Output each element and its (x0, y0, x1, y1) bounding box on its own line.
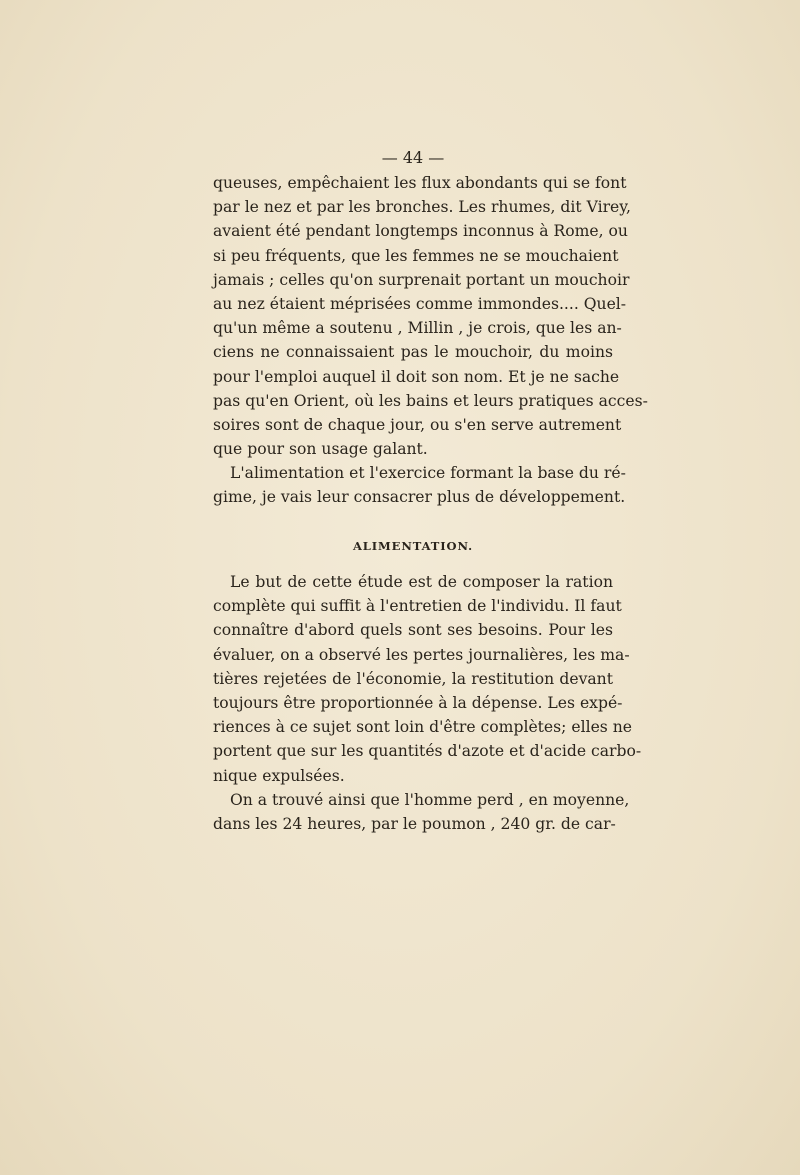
page-number: — 44 — (381, 148, 445, 167)
text-line: pas qu'en Orient, où les bains et leurs pratiques acces- (213, 391, 648, 410)
text-line: tières rejetées de l'économie, la restitution devant (213, 669, 613, 688)
text-line: que pour son usage galant. (213, 440, 428, 459)
text-line: portent que sur les quantités d'azote et d'acide carbo- (213, 742, 642, 761)
text-line: Le but de cette étude est de composer la ration (230, 573, 613, 591)
paragraph-3 (213, 570, 642, 788)
text-line: connaître d'abord quels sont ses besoins. Pour les (213, 621, 613, 640)
text-line: On a trouvé ainsi que l'homme perd , en moyenne, (230, 790, 630, 809)
text-line: avaient été pendant longtemps inconnus à Rome, ou (213, 222, 628, 241)
text-line: L'alimentation et l'exercice formant la base du ré- (230, 464, 626, 483)
section-heading: ALIMENTATION. (352, 538, 474, 553)
text-line: ciens ne connaissaient pas le mouchoir, du moins (213, 343, 613, 362)
text-line: si peu fréquents, que les femmes ne se mouchaient (213, 246, 619, 265)
paragraph-2 (213, 461, 626, 509)
text-line: soires sont de chaque jour, ou s'en serve autrement (213, 415, 622, 434)
text-line: au nez étaient méprisées comme immondes.... Quel- (213, 294, 627, 313)
text-line: queuses, empêchaient les flux abondants qui se font (213, 174, 627, 192)
paragraph-1 (213, 171, 648, 461)
page-text (213, 143, 648, 836)
text-line: nique expulsées. (213, 766, 345, 785)
text-line: par le nez et par les bronches. Les rhumes, dit Virey, (213, 198, 631, 217)
text-line: gime, je vais leur consacrer plus de développement. (213, 488, 626, 507)
paragraph-4 (213, 788, 630, 836)
text-line: complète qui suffit à l'entretien de l'individu. Il faut (213, 597, 622, 616)
text-line: évaluer, on a observé les pertes journalières, les ma- (213, 645, 630, 664)
text-line: riences à ce sujet sont loin d'être complètes; elles ne (213, 718, 633, 737)
text-line: jamais ; celles qu'on surprenait portant un mouchoir (213, 270, 630, 289)
text-line: dans les 24 heures, par le poumon , 240 gr. de car- (213, 814, 616, 833)
text-line: toujours être proportionnée à la dépense. Les expé- (213, 693, 623, 712)
text-line: qu'un même a soutenu , Millin , je crois, que les an- (213, 319, 622, 338)
text-line: pour l'emploi auquel il doit son nom. Et je ne sache (213, 367, 620, 386)
